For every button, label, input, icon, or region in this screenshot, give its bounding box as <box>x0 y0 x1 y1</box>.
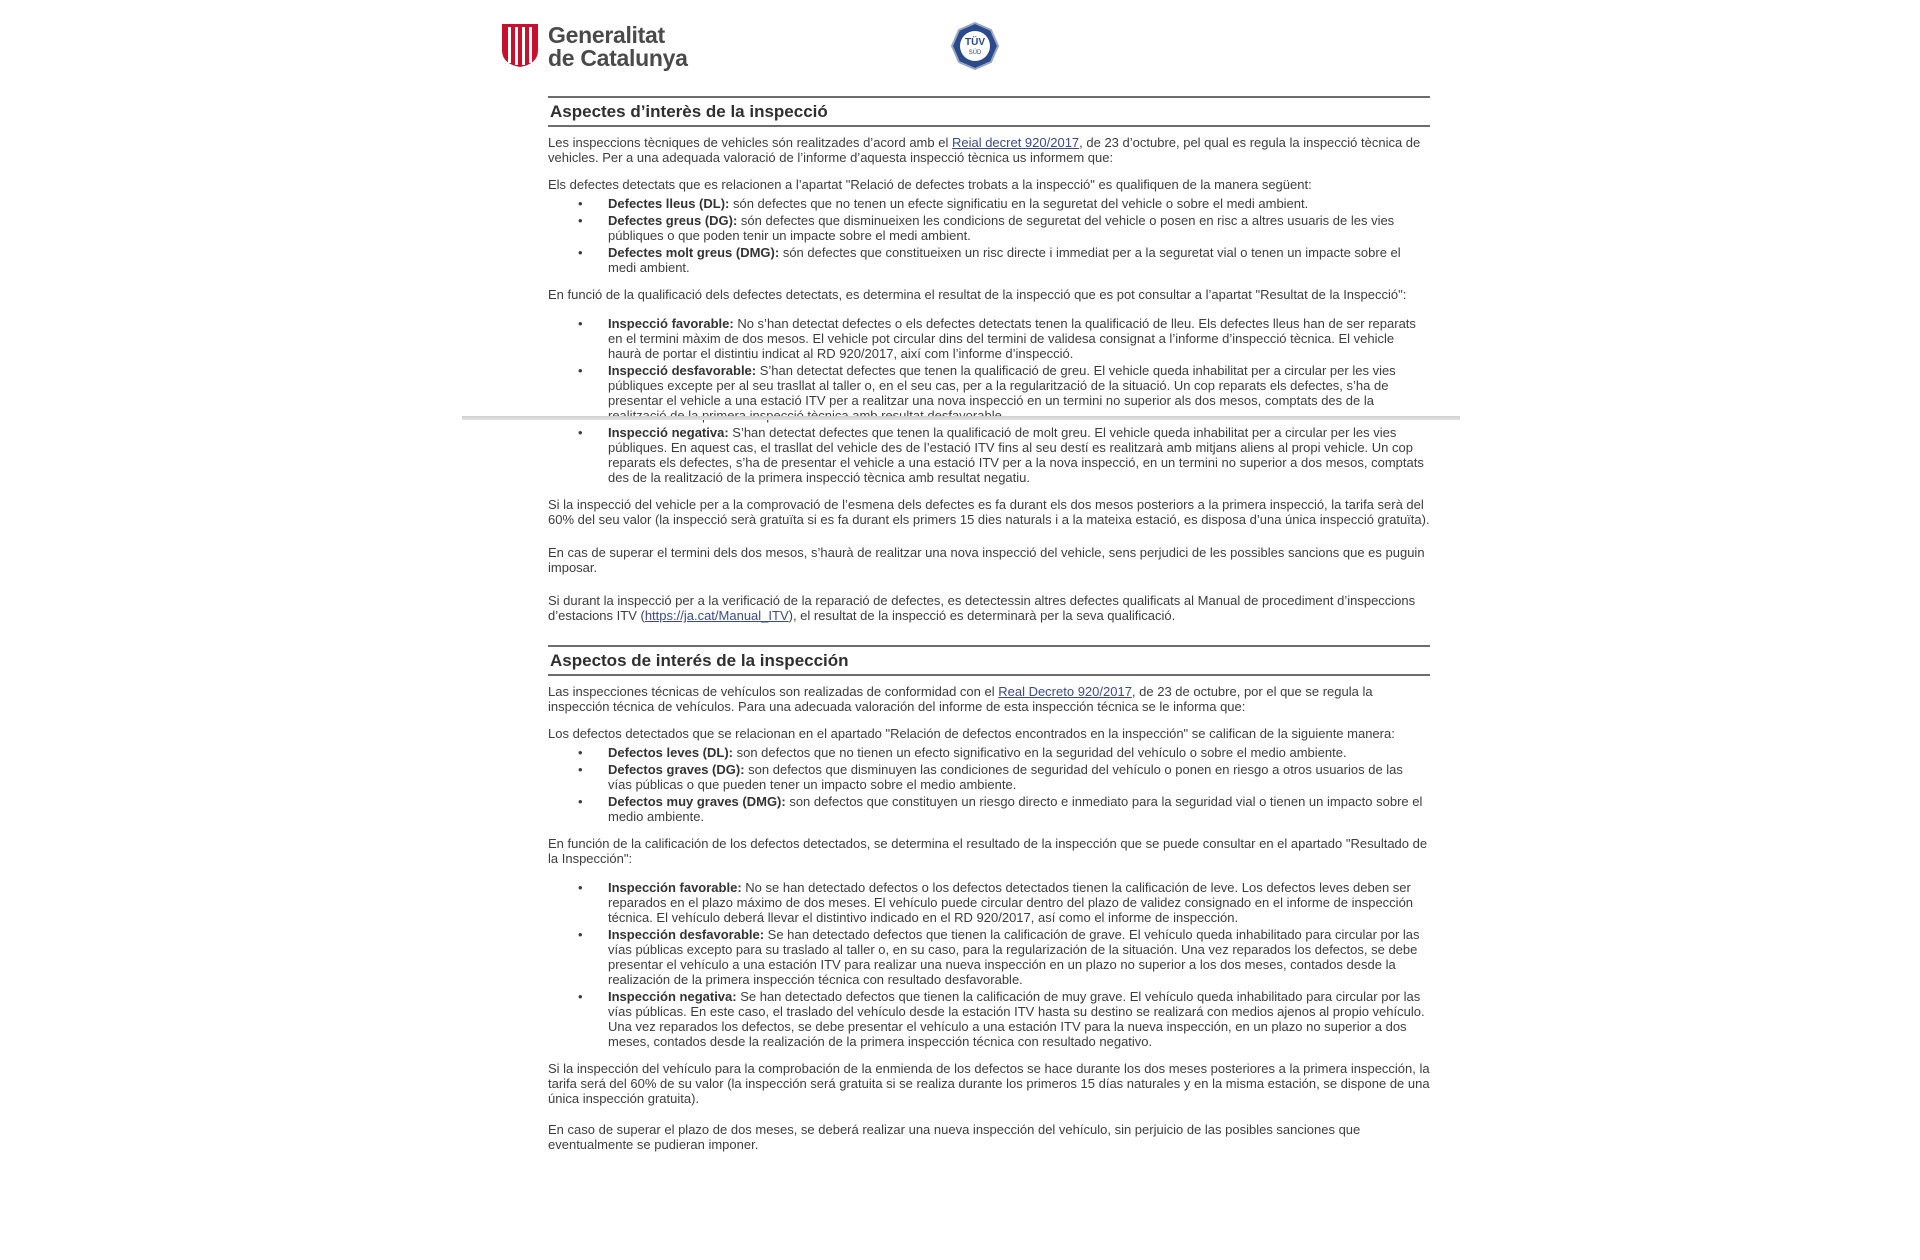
decree-link-ca[interactable]: Reial decret 920/2017 <box>951 135 1080 150</box>
paragraph-deadline-es: En caso de superar el plazo de dos meses, se deberá realizar una nueva inspección del vehículo, sin perjuicio de las posibles sanciones que eventualmente se pudieran imponer. <box>548 1122 1361 1152</box>
paragraph-results-ca: En funció de la qualificació dels defectes detectats, es determina el resultat de la inspecció que es pot consultar a l’apartat "Resultat de la Inspecció": <box>548 287 1407 302</box>
desc: No s’han detectat defectes o els defectes detectats tenen la qualificació de lleu. Els defectes lleus han de ser reparats en el termini màxim de dos mesos. El vehicle pot circular dins del termini de validesa consignat a l’informe d’inspecció tècnica. El vehicle haurà de portar el distintiu indicat al RD 920/2017, així com l’informe d’inspecció. <box>608 316 1416 361</box>
term: Defectes molt greus (DMG): <box>608 245 780 260</box>
list-item <box>608 762 1430 792</box>
desc: son defectos que no tienen un efecto significativo en la seguridad del vehículo o sobre el medio ambiente. <box>732 745 1347 760</box>
list-item <box>608 989 1430 1049</box>
desc: Se han detectado defectos que tienen la calificación de muy grave. El vehículo queda inhabilitado para circular por las vías públicas. En este caso, el traslado del vehículo desde la estación ITV hasta su destino se realizará con medios ajenos al propio vehículo. Una vez reparados los defectos, se debe presentar el vehículo a una estación ITV para la nueva inspección, en un plazo no superior a dos meses, contados desde la realización de la primera inspección técnica con resultado negativo. <box>608 989 1425 1049</box>
list-item <box>608 425 1430 485</box>
generalitat-line-1: Generalitat <box>548 22 665 48</box>
term: Defectos muy graves (DMG): <box>608 794 786 809</box>
document-body <box>548 96 1430 1164</box>
term: Inspección desfavorable: <box>608 927 765 942</box>
text: , de 23 de octubre, por el que se regula la inspección técnica de vehículos. Para una adecuada valoración del informe de esta inspección técnica se le informa que: <box>548 684 1373 714</box>
desc: Se han detectado defectos que tienen la calificación de grave. El vehículo queda inhabilitado para circular por las vías públicas excepto para su traslado al taller o, en su caso, para la regularización de la situación. Una vez reparados los defectos, se debe presentar el vehículo a una estación ITV para realizar una nueva inspección en un plazo no superior a los dos meses, contados desde la realización de la primera inspección técnica con resultado desfavorable. <box>608 927 1420 987</box>
generalitat-line-2: de Catalunya <box>548 45 688 71</box>
paragraph-defects-ca: Els defectes detectats que es relacionen a l’apartat "Relació de defectes trobats a la inspecció" es qualifiquen de la manera següent: <box>548 177 1312 192</box>
paragraph-results-es: En función de la calificación de los defectos detectados, se determina el resultado de la inspección que se puede consultar en el apartado "Resultado de la Inspección": <box>548 836 1428 866</box>
term: Inspecció desfavorable: <box>608 363 757 378</box>
tuv-sud-logo-icon <box>950 21 1000 71</box>
defects-list-ca <box>548 196 1430 275</box>
term: Defectes greus (DG): <box>608 213 738 228</box>
results-list-ca <box>548 316 1430 485</box>
term: Inspección negativa: <box>608 989 737 1004</box>
term: Defectos leves (DL): <box>608 745 733 760</box>
list-item <box>608 794 1430 824</box>
term: Inspecció favorable: <box>608 316 734 331</box>
list-item <box>608 213 1430 243</box>
desc: són defectes que no tenen un efecte significatiu en la seguretat del vehicle o sobre el medi ambient. <box>729 196 1309 211</box>
list-item <box>608 196 1430 211</box>
list-item <box>608 880 1430 925</box>
text: , de 23 d’octubre, pel qual es regula la inspecció tècnica de vehicles. Per a una adequada valoració de l’informe d’aquesta inspecció tècnica us informem que: <box>548 135 1421 165</box>
desc: son defectos que constituyen un riesgo directo e inmediato para la seguridad vial o tienen un impacto sobre el medio ambiente. <box>608 794 1423 824</box>
term: Inspección favorable: <box>608 880 742 895</box>
tuv-logo-text: TÜV <box>965 37 985 48</box>
paragraph-intro-es <box>548 684 1430 714</box>
desc: S’han detectat defectes que tenen la qualificació de molt greu. El vehicle queda inhabilitat per a circular per les vies públiques. En aquest cas, el trasllat del vehicle des de l’estació ITV fins al seu destí es realitzarà amb mitjans aliens al propi vehicle. Un cop reparats els defectes, s’ha de presentar el vehicle a una estació ITV per a la nova inspecció, en un termini no superior a dos mesos, comptats des de la realització de la primera inspecció tècnica amb resultat negatiu. <box>608 425 1424 485</box>
decree-link-es[interactable]: Real Decreto 920/2017 <box>998 684 1132 699</box>
term: Defectes lleus (DL): <box>608 196 730 211</box>
desc: són defectes que constitueixen un risc directe i immediat per a la seguretat vial o tenen un impacte sobre el medi ambient. <box>608 245 1401 275</box>
results-list-es <box>548 880 1430 1049</box>
section-title-es: Aspectos de interés de la inspección <box>548 645 1430 676</box>
desc: són defectes que disminueixen les condicions de seguretat del vehicle o posen en risc a altres usuaris de les vies públiques o que poden tenir un impacte sobre el medi ambient. <box>608 213 1395 243</box>
paragraph-deadline-ca: En cas de superar el termini dels dos mesos, s’haurà de realitzar una nova inspecció del vehicle, sens perjudici de les possibles sancions que es puguin imposar. <box>548 545 1425 575</box>
desc: son defectos que disminuyen las condiciones de seguridad del vehículo o ponen en riesgo a otros usuarios de las vías públicas o que pueden tener un impacto sobre el medio ambiente. <box>608 762 1403 792</box>
scan-artifact-line <box>462 416 1460 420</box>
defects-list-es <box>548 745 1430 824</box>
desc: S’han detectat defectes que tenen la qualificació de greu. El vehicle queda inhabilitat per a circular per les vies públiques excepte per al seu trasllat al taller o, en el seu cas, per a la regularització de la situació. Un cop reparats els defectes, s’ha de presentar el vehicle a una estació ITV per a realitzar una nova inspecció en un termini no superior als dos mesos, comptats des de la <box>608 363 1396 408</box>
manual-itv-link[interactable]: https://ja.cat/Manual_ITV <box>644 608 789 623</box>
paragraph-verification-ca <box>548 593 1430 623</box>
list-item <box>608 245 1430 275</box>
term: Defectos graves (DG): <box>608 762 745 777</box>
paragraph-tariff-ca: Si la inspecció del vehicle per a la comprovació de l’esmena dels defectes es fa durant els dos mesos posteriors a la primera inspecció, la tarifa serà del 60% del seu valor (la inspecció serà gratuïta si es fa durant els primers 15 dies naturals i a la mateixa estació, es disposa d’una única inspecció gratuïta). <box>548 497 1430 527</box>
list-item <box>608 316 1430 361</box>
paragraph-intro-ca <box>548 135 1430 165</box>
list-item <box>608 927 1430 987</box>
document-header <box>500 20 1440 74</box>
list-item <box>608 745 1430 760</box>
section-title-ca: Aspectes d’interès de la inspecció <box>548 96 1430 127</box>
text: Les inspeccions tècniques de vehicles són realitzades d’acord amb el <box>548 135 952 150</box>
generalitat-wordmark <box>548 24 688 70</box>
paragraph-defects-es: Los defectos detectados que se relacionan en el apartado "Relación de defectos encontrados en la inspección" se califican de la siguiente manera: <box>548 726 1395 741</box>
paragraph-tariff-es: Si la inspección del vehículo para la comprobación de la enmienda de los defectos se hace durante los dos meses posteriores a la primera inspección, la tarifa será del 60% de su valor (la inspección será gratuita si se realiza durante los primeros 15 días naturales y en la misma estación, se dispone de una única inspección gratuita). <box>548 1061 1430 1106</box>
desc: No se han detectado defectos o los defectos detectados tienen la calificación de leve. Los defectos leves deben ser reparados en el plazo máximo de dos meses. El vehículo puede circular dentro del plazo de validez consignado en el informe de inspección técnica. El vehículo deberá llevar el distintivo indicado en el RD 920/2017, así como el informe de inspección. <box>608 880 1414 925</box>
generalitat-logo-icon <box>500 22 540 68</box>
text: Si durant la inspecció per a la verificació de la reparació de defectes, es detectessin altres defectes qualificats al Manual de procediment d’inspeccions d’estacions ITV ( <box>548 593 1416 623</box>
text: ), el resultat de la inspecció es determinarà per la seva qualificació. <box>788 608 1176 623</box>
list-item <box>608 363 1430 423</box>
text: Las inspecciones técnicas de vehículos son realizadas de conformidad con el <box>548 684 999 699</box>
term: Inspecció negativa: <box>608 425 729 440</box>
tuv-logo-subtext: SÜD <box>968 50 982 56</box>
